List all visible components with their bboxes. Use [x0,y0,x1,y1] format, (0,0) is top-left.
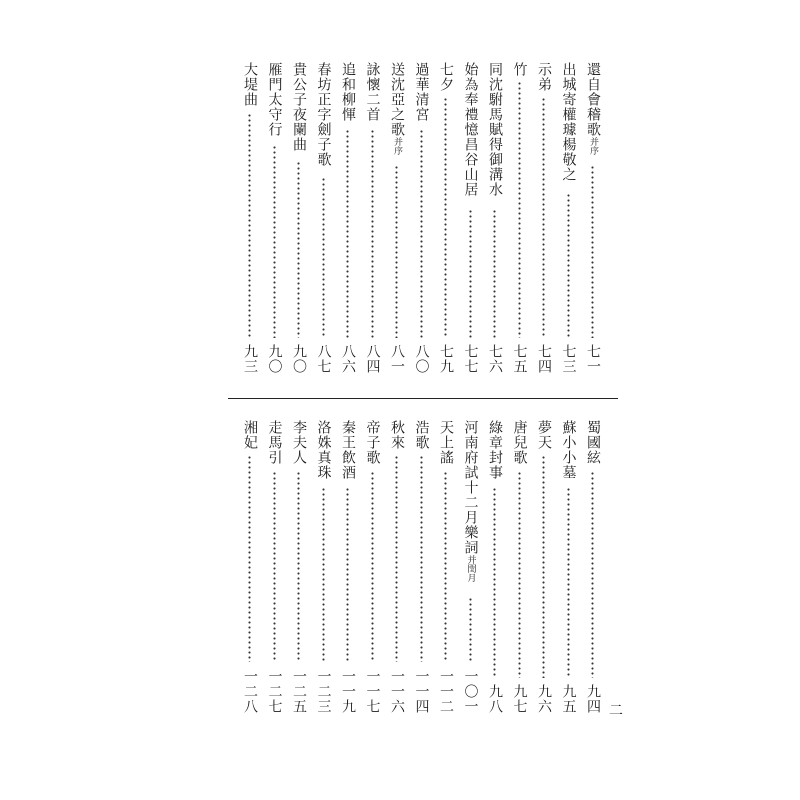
toc-page-number: 八七 [315,344,332,374]
toc-entry [264,62,286,374]
toc-entry [264,420,286,714]
toc-title-text: 秦王飲酒 [340,420,356,480]
toc-leader-dots [591,165,594,338]
toc-title-text: 走馬引 [266,420,283,465]
toc-title-text: 追和柳惲 [340,62,356,122]
toc-leader-dots [248,113,251,338]
toc-entry-title [288,62,310,152]
toc-page-number: 一一四 [413,669,430,714]
toc-leader-dots [469,209,472,338]
toc-page-number: 七七 [462,344,479,374]
toc-leader-dots [542,97,545,338]
toc-entry [460,62,482,374]
toc-page-number: 九六 [536,684,552,714]
toc-entry [337,420,359,714]
toc-entry-title [582,420,604,465]
toc-entry [411,420,433,714]
toc-entry [435,62,457,374]
toc-title-text: 湘妃 [242,420,258,450]
toc-title-text: 綠章封事 [487,420,503,480]
toc-entry [582,420,604,714]
toc-leader-dots [420,129,423,338]
toc-page-number: 一二七 [266,669,283,714]
toc-entry-title [435,62,457,92]
toc-title-text: 秋來 [389,420,405,450]
toc-entry-title [484,62,506,197]
toc-entry-title [460,62,482,197]
toc-entry [362,62,384,374]
toc-title-text: 浩歌 [413,420,430,450]
toc-entry-title [386,62,408,155]
toc-title-text: 大堤曲 [242,62,258,107]
toc-leader-dots [493,487,496,678]
toc-page-number: 一一七 [364,669,381,714]
toc-entry-title [509,62,531,77]
toc-page-number: 七四 [536,344,552,374]
toc-leader-dots [567,487,570,678]
toc-title-text: 七夕 [438,62,454,92]
toc-entry [411,62,433,374]
toc-leader-dots [346,487,349,662]
toc-title-text: 過華清宮 [413,62,430,122]
toc-leader-dots [469,597,472,662]
toc-leader-dots [273,471,276,662]
toc-page-number: 一二五 [291,669,307,714]
toc-leader-dots [273,145,276,338]
toc-page-number: 九四 [585,684,601,714]
toc-title-text: 春坊正字劍子歌 [315,62,332,167]
toc-title-text: 蘇小小墓 [560,420,577,480]
toc-title-note: 并閏月 [465,555,476,582]
toc-leader-dots [395,455,398,662]
toc-leader-dots [542,455,545,678]
toc-leader-dots [297,471,300,662]
toc-page-number: 八〇 [413,344,430,374]
toc-entry [484,420,506,714]
toc-title-text: 洛姝真珠 [315,420,332,480]
toc-entry [558,62,580,374]
toc-title-note: 并序 [588,137,598,155]
toc-page-number: 七五 [511,344,528,374]
toc-entry [288,420,310,714]
toc-entry-title [558,420,580,480]
toc-entry-title [264,420,286,465]
toc-entry-title [533,62,555,92]
toc-page-number: 九〇 [266,344,283,374]
toc-entry [239,62,261,374]
toc-entry-title [288,420,310,465]
section-divider-rule [228,398,618,399]
toc-entry [239,420,261,714]
toc-leader-dots [444,471,447,662]
toc-page-number: 一二八 [242,669,258,714]
toc-entry-title [582,62,604,155]
toc-title-text: 李夫人 [291,420,307,465]
toc-leader-dots [371,129,374,338]
toc-title-note: 并序 [392,137,402,155]
toc-entry-title [313,420,335,480]
toc-entry [386,62,408,374]
toc-entry [337,62,359,374]
toc-page-number: 九七 [511,684,528,714]
toc-leader-dots [346,129,349,338]
toc-page-number: 八六 [340,344,356,374]
toc-page-number: 九〇 [291,344,307,374]
toc-entry [288,62,310,374]
toc-leader-dots [518,81,521,338]
toc-title-text: 出城寄權璩楊敬之 [560,62,577,182]
toc-title-text: 還自會稽歌 [585,62,601,137]
toc-entry [558,420,580,714]
toc-entry-title [411,62,433,122]
toc-title-text: 詠懷二首 [364,62,381,122]
toc-page-number: 七六 [487,344,503,374]
toc-page-number: 一〇一 [462,669,479,714]
toc-leader-dots [444,97,447,338]
toc-page-number: 八四 [364,344,381,374]
toc-entry-title [533,420,555,450]
toc-page-number: 一二三 [315,669,332,714]
toc-title-text: 雁門太守行 [266,62,283,137]
toc-title-text: 示弟 [536,62,552,92]
toc-page-number: 七九 [438,344,454,374]
toc-title-text: 河南府試十二月樂詞 [462,420,479,555]
toc-entry-title [239,62,261,107]
toc-page-number: 七三 [560,344,577,374]
page-number: 二 [609,703,623,719]
toc-entry [509,420,531,714]
toc-entry-title [337,62,359,122]
toc-entry-title [239,420,261,450]
toc-page-number: 八一 [389,344,405,374]
toc-title-text: 貴公子夜闌曲 [291,62,307,152]
toc-page-number: 七一 [585,344,601,374]
toc-entry [313,62,335,374]
toc-entry [533,62,555,374]
toc-leader-dots [322,487,325,662]
toc-entry [386,420,408,714]
toc-entry-title [386,420,408,450]
toc-entry [362,420,384,714]
toc-leader-dots [420,455,423,662]
toc-leader-dots [297,161,300,338]
toc-leader-dots [567,193,570,338]
toc-title-text: 蜀國絃 [585,420,601,465]
toc-title-text: 送沈亞之歌 [389,62,405,137]
toc-leader-dots [395,165,398,338]
toc-entry-title [435,420,457,465]
toc-page-number: 一一九 [340,669,356,714]
toc-title-text: 帝子歌 [364,420,381,465]
toc-entry-title [411,420,433,450]
toc-entry-title [509,420,531,465]
toc-entry [509,62,531,374]
toc-entry [484,62,506,374]
toc-leader-dots [493,209,496,338]
toc-title-text: 夢天 [536,420,552,450]
toc-entry-title [460,420,482,582]
toc-entry [582,62,604,374]
toc-page-number: 九五 [560,684,577,714]
toc-leader-dots [248,455,251,662]
toc-title-text: 同沈駙馬賦得御溝水 [487,62,503,197]
toc-title-text: 唐兒歌 [511,420,528,465]
toc-entry-title [337,420,359,480]
toc-entry-title [362,420,384,465]
toc-title-text: 竹 [511,62,528,77]
toc-leader-dots [518,471,521,678]
toc-leader-dots [591,471,594,678]
toc-entry [533,420,555,714]
toc-page-number: 一一六 [389,669,405,714]
toc-leader-dots [322,177,325,338]
toc-entry [313,420,335,714]
toc-page-number: 九三 [242,344,258,374]
toc-entry [435,420,457,714]
toc-entry-title [484,420,506,480]
toc-entry-title [558,62,580,182]
toc-title-text: 天上謠 [438,420,454,465]
toc-title-text: 始為奉禮憶昌谷山居 [462,62,479,197]
toc-entry-title [264,62,286,137]
toc-entry [460,420,482,714]
toc-page-number: 九八 [487,684,503,714]
toc-page-number: 一一二 [438,669,454,714]
toc-entry-title [313,62,335,167]
toc-entry-title [362,62,384,122]
toc-leader-dots [371,471,374,662]
